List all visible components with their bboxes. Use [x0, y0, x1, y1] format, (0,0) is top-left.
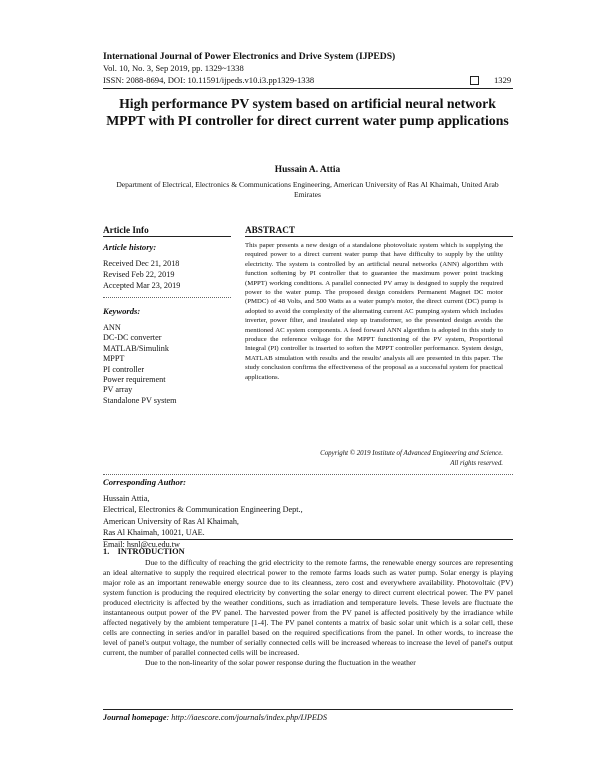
keyword: Standalone PV system: [103, 395, 177, 405]
homepage-label: Journal homepage: [103, 713, 167, 722]
keyword: MPPT: [103, 354, 125, 364]
corr-name: Hussain Attia,: [103, 494, 150, 503]
abstract-heading: ABSTRACT: [245, 225, 296, 235]
intro-paragraph-1: Due to the difficulty of reaching the grid electricity to the remote farms, the renewable energy sources are representing an ideal alternative to supply the required electrical power to the remote farms loads such as water pump. Solar energy is playing major role as an important renewable energy source due to its cleanness, zero cost and everywhere availability. Photovoltaic (PV) system function is producing the required electricity by converting the solar energy to direct current electrical power. The PV panel produced electricity is affected by the weather conditions, such as irradiation and temperature levels. These levels are fluctuate the instantaneous output power of the PV panel. The harvested power from the PV panel is affected positively by the irradiance while affected negatively by the ambient temperature [1-4]. The PV panel contents a matrix of basic solar unit which is a solar cell, these cells are connecting in series and/or in parallel based on the required specifications from the panel. In other words, to increase the level of panel's output voltage, the number of serially connected cells will be increased whereas to increase the level of panel's output current, the number of parallel connected cells will be increased.: [103, 558, 513, 658]
keyword: PI controller: [103, 364, 145, 374]
keywords-heading: Keywords:: [103, 306, 141, 316]
journal-name: International Journal of Power Electronics and Drive System (IJPEDS): [103, 51, 396, 62]
keyword: ANN: [103, 323, 121, 332]
corr-email: Email: hsnl@cu.edu.tw: [103, 539, 180, 549]
keyword: MATLAB/Simulink: [103, 343, 169, 353]
rights-line: All rights reserved.: [450, 459, 503, 467]
keyword: DC-DC converter: [103, 333, 162, 343]
page-number: 1329: [494, 75, 512, 85]
corr-dept: Electrical, Electronics & Communication Engineering Dept.,: [103, 505, 303, 515]
paper-title: High performance PV system based on artificial neural network MPPT with PI controller for direct current water pump applications: [106, 96, 509, 128]
keywords-list: [103, 323, 177, 406]
history-revised: Revised Feb 22, 2019: [103, 270, 175, 280]
footer-rule: [103, 709, 513, 710]
info-divider: [103, 297, 231, 298]
abstract-rule: [245, 236, 513, 237]
corr-address: Ras Al Khaimah, 10021, UAE.: [103, 528, 205, 538]
copyright-notice: [245, 449, 503, 468]
introduction-heading: 1. INTRODUCTION: [103, 547, 185, 556]
copyright-line: Copyright © 2019 Institute of Advanced Engineering and Science.: [320, 450, 503, 457]
keyword: Power requirement: [103, 375, 166, 385]
corresponding-author-heading: Corresponding Author:: [103, 477, 187, 487]
introduction-body: [103, 558, 513, 669]
header-rule: [103, 88, 513, 89]
issn-doi-line: ISSN: 2088-8694, DOI: 10.11591/ijpeds.v10.i3.pp1329-1338: [103, 75, 315, 85]
homepage-url[interactable]: : http://iaescore.com/journals/index.php/IJPEDS: [166, 713, 327, 722]
author-name: Hussain A. Attia: [274, 165, 341, 175]
intro-paragraph-2: Due to the non-linearity of the solar power response during the fluctuation in the weather: [145, 658, 416, 668]
journal-homepage: [103, 713, 327, 722]
abstract-text: This paper presents a new design of a standalone photovoltaic system which is supplying the required power to a direct current water pump that have difficulty to supply by the utility electricity. The system is controlled by an artificial neural networks (ANN) algorithm with function softening by PI controller that to guarantee the maximum power point tracking (MPPT) working conditions. A parallel connected PV array is designed to supply the required power to the water pump. The proposed design considers Permanent Magnet DC motor (PMDC) of 48 Volts, and 500 Watts as a water pump's motor, the direct current (DC) pump is adopted to avoid the complexity of the alternating current AC pumping system which includes inverter, power filter, and insulated step up transformer, so the presented design avoids the mentioned AC system components. A feed forward ANN algorithm is adopted in this study to produce the reference voltage for the MPPT functioning of the PV system, Proportional Integral (PI) controller is inserted to soften the MPPT controller performance. System design, MATLAB simulation with results and the results' analysis all are presented in this paper. The study conclusion confirms the effectiveness of the proposal as a successful system for practical applications.: [245, 242, 503, 381]
article-info-heading: Article Info: [103, 225, 149, 235]
history-received: Received Dec 21, 2018: [103, 259, 180, 268]
author-affiliation: Department of Electrical, Electronics & Communications Engineering, American University of Ras Al Khaimah, United Arab Emirates: [116, 180, 499, 199]
square-icon: [470, 76, 479, 85]
corresponding-rule: [103, 539, 513, 540]
keyword: PV array: [103, 385, 133, 395]
article-history: [103, 258, 180, 292]
corr-university: American University of Ras Al Khaimah,: [103, 516, 239, 526]
corresponding-author-details: [103, 493, 303, 550]
volume-line: Vol. 10, No. 3, Sep 2019, pp. 1329~1338: [103, 63, 244, 73]
history-heading: Article history:: [103, 242, 157, 252]
history-accepted: Accepted Mar 23, 2019: [103, 281, 181, 291]
article-info-rule: [103, 236, 231, 237]
abstract-divider: [103, 474, 513, 475]
